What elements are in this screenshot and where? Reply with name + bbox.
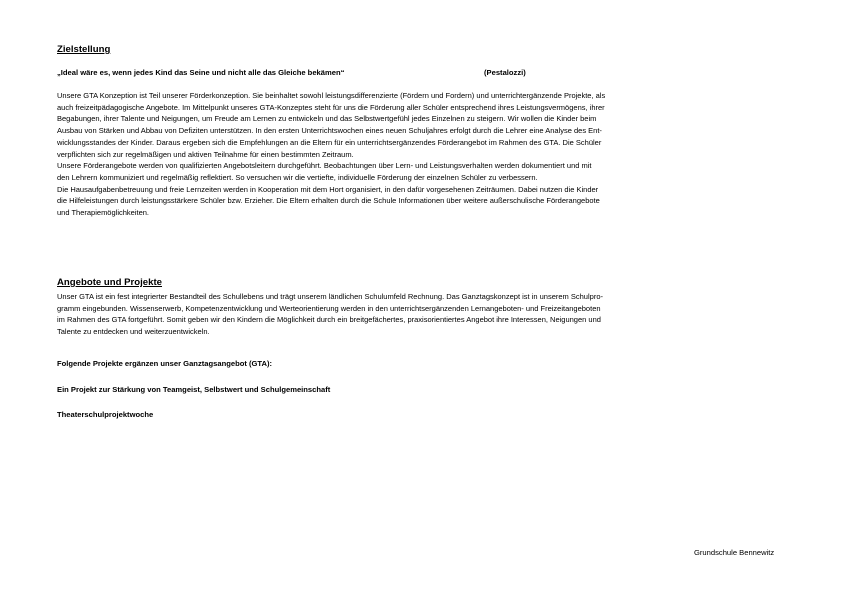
paragraph-line: Die Hausaufgabenbetreuung und freie Lernzeiten werden in Kooperation mit dem Hort organisiert, in den dafür vorgesehenen Zeiträumen. Dabei nutzen die Kinder [57, 184, 599, 194]
section-heading-zielstellung: Zielstellung [57, 44, 111, 55]
pestalozzi-quote [57, 68, 797, 77]
paragraph-line: verpflichten sich zur regelmäßigen und aktiven Teilnahme für einen bestimmten Zeitraum. [57, 149, 354, 159]
paragraph-line: Unsere GTA Konzeption ist Teil unserer Förderkonzeption. Sie beinhaltet sowohl leistungsdifferenzierte (Fördern und Fordern) und unterrichtergänzende Projekte, als [57, 91, 606, 100]
paragraph-line: den Lehrern kommuniziert und regelmäßig reflektiert. So versuchen wir die vertiefte, individuelle Förderung der einzelnen Schüler zu verbessern. [57, 172, 538, 182]
paragraph-line: gramm eingebunden. Wissenserwerb, Kompetenzentwicklung und Werteorientierung werden in den unterrichtsergänzenden Lernangeboten- und Freizeitangeboten [57, 303, 601, 313]
section-heading-angebote: Angebote und Projekte [57, 277, 163, 288]
zielstellung-paragraph [57, 90, 799, 219]
project-item: Ein Projekt zur Stärkung von Teamgeist, Selbstwert und Schulgemeinschaft [57, 385, 331, 394]
projects-subheading: Folgende Projekte ergänzen unser Ganztagsangebot (GTA): [57, 359, 273, 368]
angebote-paragraph [57, 291, 799, 338]
quote-author: (Pestalozzi) [484, 68, 526, 77]
project-item: Theaterschulprojektwoche [57, 410, 154, 419]
paragraph-line: auch freizeitpädagogische Angebote. Im Mittelpunkt unseres GTA-Konzeptes steht für uns die Förderung aller Schüler entsprechend ihres Leistungsvermögens, ihrer [57, 102, 605, 112]
paragraph-line: Talente zu entdecken und weiterzuentwickeln. [57, 327, 210, 337]
paragraph-line: wicklungsstandes der Kinder. Daraus ergeben sich die Empfehlungen an die Eltern für ein unterrichtsergänzendes Förderangebot im Rahmen des GTA. Die Schüler [57, 137, 602, 147]
paragraph-line: Begabungen, ihrer Talente und Neigungen, um Freude am Lernen zu entwickeln und das Selbstwertgefühl jedes Einzelnen zu steigern. Wir wollen die Kinder beim [57, 114, 597, 124]
quote-text: „Ideal wäre es, wenn jedes Kind das Seine und nicht alle das Gleiche bekämen“ [57, 68, 345, 77]
paragraph-line: die Hilfeleistungen durch leistungsstärkere Schüler bzw. Erzieher. Die Eltern erhalten durch die Schule Informationen über weitere außerschulische Förderangebote [57, 196, 600, 206]
paragraph-line: im Rahmen des GTA fortgeführt. Somit geben wir den Kindern die Möglichkeit durch ein breitgefächertes, praxisorientiertes Angebot ihre Interessen, Neigungen und [57, 315, 601, 325]
paragraph-line: Unsere Förderangebote werden von qualifizierten Angebotsleitern durchgeführt. Beobachtungen über Lern- und Leistungsverhalten werden dokumentiert und mit [57, 161, 592, 171]
paragraph-line: Unser GTA ist ein fest integrierter Bestandteil des Schullebens und trägt unserem ländlichen Schulumfeld Rechnung. Das Ganztagskonzept ist in unserem Schulpro- [57, 292, 603, 301]
paragraph-line: und Therapiemöglichkeiten. [57, 208, 150, 218]
paragraph-line: Ausbau von Stärken und Abbau von Defiziten unterstützen. In den ersten Unterrichtswochen eines neuen Schuljahres erfolgt durch die Lehrer eine Analyse des Ent- [57, 126, 602, 136]
school-name-footer: Grundschule Bennewitz [694, 548, 775, 557]
